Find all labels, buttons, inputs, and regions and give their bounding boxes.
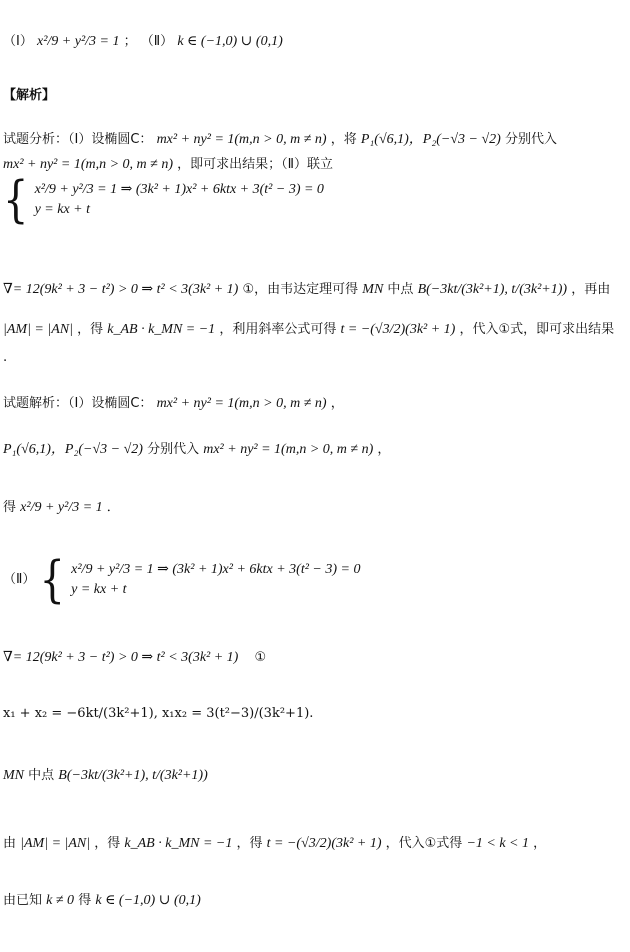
answer-separator: ； — [123, 34, 137, 49]
solution-line1-equation: mx² + ny² = 1(m,n > 0, m ≠ n) — [156, 396, 327, 411]
solution-line2-suffix: ， — [377, 442, 391, 457]
answer-part1-equation: x²/9 + y²/3 = 1 — [36, 34, 120, 49]
answer-line — [3, 34, 283, 50]
analysis-line1-equation: mx² + ny² = 1(m,n > 0, m ≠ n) — [156, 132, 327, 147]
solution-part2-label: （Ⅱ） — [3, 572, 36, 587]
analysis-t-value: t = −(√3/2)(3k² + 1) — [340, 322, 456, 337]
solution-final-prefix: 由已知 — [3, 893, 43, 908]
section-title: 【解析】 — [3, 88, 56, 103]
analysis-line-2 — [3, 157, 333, 173]
solution-k-range: −1 < k < 1 — [466, 836, 530, 851]
solution-system — [3, 551, 361, 609]
solution-last-t1: ，得 — [94, 836, 121, 851]
analysis-slope-product: k_AB · k_MN = −1 — [107, 322, 216, 337]
solution-disc-tag: ① — [254, 650, 267, 665]
analysis-line4-mid: 中点 — [387, 282, 414, 297]
analysis-line4-text: ①，由韦达定理可得 — [242, 282, 359, 297]
analysis-line2-text: ，即可求出结果；（Ⅱ）联立 — [177, 157, 334, 172]
analysis-line-5 — [3, 322, 614, 338]
solution-last-prefix: 由 — [3, 836, 17, 851]
solution-midpoint: B(−3kt/(3k²+1), t/(3k²+1)) — [58, 768, 208, 783]
analysis-midpoint: B(−3kt/(3k²+1), t/(3k²+1)) — [417, 282, 568, 297]
analysis-line1-prefix: 试题分析：（Ⅰ）设椭圆C： — [3, 132, 153, 147]
analysis-line-6: . — [3, 350, 8, 365]
solution-mid-text: 中点 — [28, 768, 55, 783]
analysis-line-1 — [3, 132, 557, 148]
analysis-line5-text2: ，利用斜率公式可得 — [219, 322, 337, 337]
solution-last-t3: ，代入①式得 — [385, 836, 463, 851]
analysis-line1-mid: ，将 — [330, 132, 357, 147]
solution-final-condition: k ≠ 0 — [46, 893, 75, 908]
solution-final-mid: 得 — [78, 893, 92, 908]
solution-line2-text: 分别代入 — [147, 442, 200, 457]
solution-line1-prefix: 试题解析：（Ⅰ）设椭圆C： — [3, 396, 153, 411]
solution-midpoint-line — [3, 768, 208, 784]
solution-line3-prefix: 得 — [3, 500, 17, 515]
analysis-line1-suffix: 分别代入 — [504, 132, 557, 147]
solution-line2-equation: mx² + ny² = 1(m,n > 0, m ≠ n) — [203, 442, 374, 457]
analysis-system-row-2: y = kx + t — [34, 202, 91, 217]
solution-discriminant-line — [3, 650, 266, 666]
analysis-line4-mn: MN — [362, 282, 384, 297]
solution-line-1 — [3, 396, 344, 412]
solution-line3-suffix: ． — [106, 500, 120, 515]
solution-final-line — [3, 893, 201, 909]
analysis-line4-suffix: ，再由 — [571, 282, 611, 297]
solution-discriminant: ∇= 12(9k² + 3 − t²) > 0 ⇒ t² < 3(3k² + 1) — [3, 650, 239, 665]
analysis-system — [3, 171, 324, 229]
analysis-line5-suffix: ，代入①式，即可求出结果 — [459, 322, 615, 337]
solution-last-t2: ，得 — [236, 836, 263, 851]
solution-vieta: x₁ + x₂ = −6kt/(3k²+1), x₁x₂ = 3(t²−3)/(3k²+1). — [3, 706, 314, 721]
analysis-line1-points: P₁(√6,1)，P₂(−√3 − √2) — [360, 132, 501, 147]
solution-last-line — [3, 836, 546, 852]
solution-points: P₁(√6,1)，P₂(−√3 − √2) — [3, 442, 143, 457]
analysis-system-row-1: x²/9 + y²/3 = 1 ⇒ (3k² + 1)x² + 6ktx + 3(t² − 3) = 0 — [34, 182, 324, 197]
analysis-line5-text1: ，得 — [77, 322, 104, 337]
solution-last-equation: |AM| = |AN| — [20, 836, 91, 851]
analysis-line5-equation: |AM| = |AN| — [3, 322, 73, 337]
solution-mn: MN — [3, 768, 24, 783]
solution-last-suffix: ， — [533, 836, 547, 851]
solution-ellipse-equation: x²/9 + y²/3 = 1 — [20, 500, 103, 515]
analysis-line-4 — [3, 282, 610, 298]
solution-line-2 — [3, 442, 390, 458]
solution-line1-suffix: ， — [330, 396, 344, 411]
solution-system-brace: { — [39, 551, 65, 609]
solution-slope-product: k_AB · k_MN = −1 — [124, 836, 233, 851]
analysis-line2-equation: mx² + ny² = 1(m,n > 0, m ≠ n) — [3, 157, 174, 172]
system-brace: { — [3, 171, 29, 229]
analysis-discriminant: ∇= 12(9k² + 3 − t²) > 0 ⇒ t² < 3(3k² + 1) — [3, 282, 239, 297]
solution-line-3 — [3, 500, 120, 516]
solution-system-row-2: y = kx + t — [71, 582, 127, 597]
answer-part2-equation: k ∈ (−1,0) ∪ (0,1) — [177, 34, 283, 49]
answer-part1-label: （Ⅰ） — [3, 34, 33, 49]
solution-system-row-1: x²/9 + y²/3 = 1 ⇒ (3k² + 1)x² + 6ktx + 3(t² − 3) = 0 — [71, 562, 361, 577]
answer-part2-label: （Ⅱ） — [140, 34, 174, 49]
solution-t-value: t = −(√3/2)(3k² + 1) — [266, 836, 382, 851]
solution-final-equation: k ∈ (−1,0) ∪ (0,1) — [95, 893, 201, 908]
